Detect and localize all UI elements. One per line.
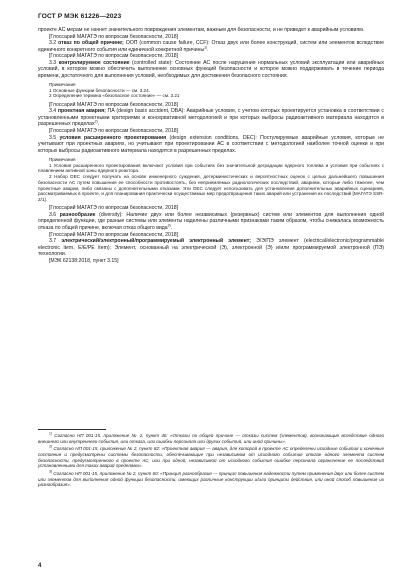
footnote-text: Согласно НП 001-15, приложение № 2, пункт 46: «Отказы по общей причине — отказы систем (элементов), возникающие вследствие одного внешнего или внутреннего события, или отказа, или ошибки персонала или других событий, или иной причины».	[38, 433, 384, 444]
page-number: 4	[38, 563, 42, 569]
term-3-4	[38, 108, 384, 128]
footnote-mark: 1)	[204, 44, 208, 49]
paragraph-continuation: проекте АС мерам не начнет значительного повреждения элементам, важным для безопасности, и не приведет к аварийным условиям.	[38, 27, 365, 33]
footnote-mark: 2)	[94, 119, 98, 124]
reference-glossary-4: [Глоссарий МАГАТЭ по вопросам безопасности, 2018]	[49, 128, 179, 134]
term-number: 3.2	[49, 40, 57, 47]
term-3-3	[38, 60, 384, 80]
note-item: 1 Основные функции безопасности — см. 3.24.	[49, 87, 150, 93]
term-definition: (design extension conditions, DEC): Постулируемые аварийные условия, которые не учитывают при проектных авариях, но учитывают при проектировании АС в соответствии с методологией наиболее точной оценки и при которых выбросы радиоактивного материала находятся в разрешенных пределах.	[38, 134, 384, 154]
term-name: контролируемое состояние	[58, 59, 130, 66]
term-number: 3.5	[49, 134, 57, 141]
reference-glossary-5: [Глоссарий МАГАТЭ по вопросам безопасности, 2018]	[49, 205, 179, 212]
term-name: условия расширенного проектирования	[59, 134, 167, 141]
term-number: 3.3	[49, 59, 57, 66]
punctuation: .	[170, 225, 173, 232]
reference-glossary-1: [Глоссарий МАГАТЭ по вопросам безопасности, 2018]	[49, 33, 179, 40]
footnote-text: Согласно НП 001-15, приложение № 2, пункт 60: «Принцип разнообразия — принцип повышения надежности путем применения двух или более систем или элементов для выполнения одной функции безопасности, имеющих различные конструкции и/или принципы действия, или иной способ повышения их разнообразия».	[38, 471, 384, 488]
footnote-mark: 3)	[167, 223, 171, 228]
footnote-separator	[38, 429, 106, 430]
punctuation: .	[97, 121, 100, 128]
note-item: 2 Набор DEC следует получать на основе инженерного суждения, детерминистических и вероятностных оценок с целью дальнейшего повышения безопасности АС путем повышения ее способности противостоять, без неприемлемых радиологических последствий, авариям, которые либо тяжелее, чем проектные аварии, либо связаны с дополнительными отказами. Эти DEC следует использовать для установления дополнительных аварийных сценариев, рассматриваемых в проекте, и для планирования практически осуществимых мер предотвращения таких аварий или устранения их последствий [МАГАТЭ SSR-2/1].	[38, 174, 384, 203]
punctuation: .	[207, 46, 209, 53]
footnote-mark: 1)	[49, 431, 53, 436]
term-number: 3.6	[49, 211, 57, 218]
footnotes	[38, 433, 384, 490]
term-3-6	[38, 212, 384, 232]
term-definition: (diversity): Наличие двух или более независимых (резервных) систем или элементов для выполнения одной определенной функции, где разные системы или элементы наделены различными признаками таким образом, чтобы снижалась возможность отказа по общей причине, включая отказ общего вида	[38, 211, 384, 232]
term-definition: ООП (common cause failure, CCF): Отказ двух или более конструкций, систем или элементов вследствие единичного конкретного события или единичной конкретной причины	[38, 40, 384, 53]
term-number: 3.4	[49, 108, 57, 115]
reference-iec: [МЭК 62138:2018, пункт 3.15]	[49, 257, 119, 264]
term-3-2	[38, 40, 384, 53]
term-definition: ПА (design basis accident, DBA): Аварийные условия, с учетом которых проектируется установка в соответствии с установленными проектными критериями и консервативной методологией и при которых выбросы радиоактивного материала находятся в разрешенных пределах	[38, 108, 384, 128]
term-name: проектная авария;	[57, 108, 106, 115]
term-number: 3.7	[49, 238, 57, 245]
notes-title: Примечания	[49, 81, 76, 87]
footnote-mark: 2)	[49, 444, 53, 449]
note-item: 1 Условия расширенного проектирования включают условия при событиях без значительной деградации ядерного топлива и условия при событиях с плавлением активной зоны ядерного реактора.	[38, 162, 384, 174]
reference-glossary-3: [Глоссарий МАГАТЭ по вопросам безопасности, 2018]	[49, 101, 179, 108]
reference-glossary-2: [Глоссарий МАГАТЭ по вопросам безопасности, 2018]	[49, 53, 179, 60]
footnote-2	[38, 446, 384, 468]
footnote-3	[38, 471, 384, 488]
footnote-1	[38, 433, 384, 444]
term-definition: (controlled state): Состояние АС после нарушения нормальных условий эксплуатации или аварийных условий, в котором можно обеспечить выполнение основных функций безопасности и которое можно поддерживать в течение периода времени, достаточного для выполнения условий, необходимых для достижения безопасного состояния.	[38, 59, 384, 79]
note-item: 2 Определение термина «безопасное состояние» — см. 3.21	[49, 93, 180, 99]
term-name: электрический/электронный/программируемый электронный элемент;	[61, 238, 251, 245]
term-3-5	[38, 135, 384, 155]
footnote-text: Согласно НП 001-15, приложение № 2, пункт 82: «Проектная авария — авария, для которой в проекте АС определены исходные события и конечные состояния и предусмотрены системы безопасности, обеспечивающие при независимом от исходного события отказе одного элемента систем безопасности, предусмотренного в проекте АС, или при одной, независимой от исходного события ошибке персонала ограничение ее последствий установленными для таких аварий пределами».	[38, 446, 384, 469]
term-name: разнообразие	[59, 211, 96, 218]
term-definition: Э/Э/ПЭ элемент (electrical/electronic/programmable electronic item, E/E/PE item): Элемент, основанный на электрической (Э), электронной (Э) и/или программируемой электронной (ПЭ) технологии.	[38, 238, 384, 258]
main-content	[38, 27, 384, 264]
notes-title: Примечания	[49, 156, 76, 162]
reference-glossary-6: [Глоссарий МАГАТЭ по вопросам безопасности, 2018]	[49, 231, 179, 238]
document-header: ГОСТ Р МЭК 61226—2023	[38, 13, 122, 20]
footnote-mark: 3)	[49, 469, 53, 474]
term-name: отказ по общей причине;	[58, 40, 124, 47]
term-3-7	[38, 238, 384, 258]
